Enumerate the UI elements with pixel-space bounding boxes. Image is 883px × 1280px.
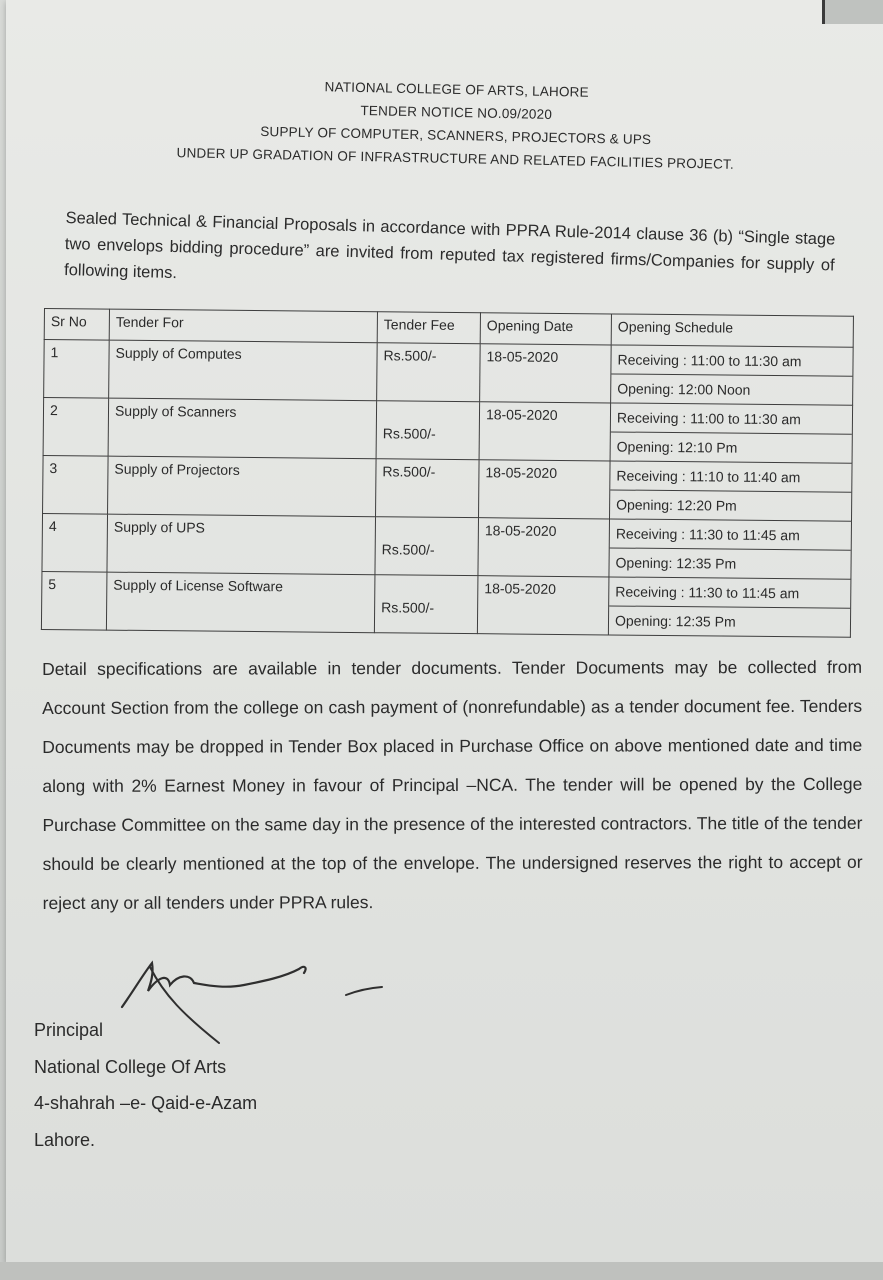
item-cell: Supply of Projectors [108,456,377,517]
opening-time: Opening: 12:35 Pm [609,547,850,578]
date-cell: 18-05-2020 [479,402,611,461]
receiving-time: Receiving : 11:30 to 11:45 am [615,583,800,602]
details-paragraph [42,648,863,923]
receiving-time: Receiving : 11:30 to 11:45 am [615,525,800,544]
background-folder-edge [822,0,883,24]
signatory-block [34,1012,257,1158]
item-cell: Supply of License Software [106,572,375,633]
sr-cell: 5 [41,571,107,630]
col-header-fee: Tender Fee [377,312,480,344]
table-row [42,513,852,579]
details-text: Detail specifications are available in tender documents. Tender Documents may be collected from Account Section from the college on cash payment of (nonrefundable) as a tender document fee. Tenders Documents may be dropped in Tender Box placed in Purchase Office on above mentioned date and time along with 2% Earnest Money in favour of Principal –NCA. The tender will be opened by the College Purchase Committee on the same day in the presence of the interested contractors. The title of the tender should be clearly mentioned at the top of the envelope. The undersigned reserves the right to accept or reject any or all tenders under PPRA rules. [42,656,863,913]
signatory-street: 4-shahrah –e- Qaid-e-Azam [34,1093,258,1113]
table-row [43,398,853,464]
receiving-time: Receiving : 11:10 to 11:40 am [616,467,801,486]
project-name: UNDER UP GRADATION OF INFRASTRUCTURE AND RELATED FACILITIES PROJECT. [176,145,735,172]
receiving-time: Receiving : 11:00 to 11:30 am [616,409,801,428]
schedule-cell [609,519,852,579]
fee-cell: Rs.500/- [374,575,478,634]
signatory-city: Lahore. [34,1129,96,1150]
intro-paragraph [64,205,836,304]
table-row [43,455,853,521]
college-name: NATIONAL COLLEGE OF ARTS, LAHORE [324,79,589,100]
date-cell: 18-05-2020 [480,344,612,403]
fee-cell: Rs.500/- [377,343,481,402]
col-header-schedule: Opening Schedule [611,314,853,347]
intro-text: Sealed Technical & Financial Proposals in accordance with PPRA Rule-2014 clause 36 (b) “Single stage two envelops bidding procedure” are invited from reputed tax registered firms/Companies for supply of following items. [63,208,836,283]
schedule-cell [608,577,851,637]
opening-time: Opening: 12:00 Noon [611,373,852,404]
tender-notice-number: TENDER NOTICE NO.09/2020 [360,102,553,123]
sr-cell: 3 [43,455,109,514]
date-cell: 18-05-2020 [478,518,610,577]
fee-cell: Rs.500/- [376,459,480,518]
tender-table-wrapper [41,308,854,638]
tender-table [41,308,854,638]
fee-cell: Rs.500/- [376,401,480,460]
document-page [6,0,883,1262]
schedule-cell [610,461,853,521]
col-header-sr: Sr No [44,309,109,341]
table-row [41,571,851,637]
opening-time: Opening: 12:20 Pm [610,489,851,520]
signatory-institution: National College Of Arts [34,1056,227,1077]
sr-cell: 1 [44,340,110,399]
item-cell: Supply of UPS [107,514,376,575]
tender-subject: SUPPLY OF COMPUTER, SCANNERS, PROJECTORS & UPS [260,123,652,148]
date-cell: 18-05-2020 [477,576,609,635]
schedule-cell [610,403,853,463]
opening-time: Opening: 12:10 Pm [611,431,852,462]
sr-cell: 2 [43,398,109,457]
date-cell: 18-05-2020 [479,460,611,519]
col-header-date: Opening Date [480,313,611,345]
item-cell: Supply of Computes [109,340,378,401]
schedule-cell [611,345,854,405]
notice-header [145,72,767,177]
col-header-tender-for: Tender For [109,309,377,343]
item-cell: Supply of Scanners [108,398,377,459]
receiving-time: Receiving : 11:00 to 11:30 am [617,351,802,370]
sr-cell: 4 [42,513,108,572]
signatory-title: Principal [34,1020,104,1040]
fee-cell: Rs.500/- [375,517,479,576]
table-row [44,340,854,406]
table-surface [0,1262,883,1280]
opening-time: Opening: 12:35 Pm [609,605,850,636]
